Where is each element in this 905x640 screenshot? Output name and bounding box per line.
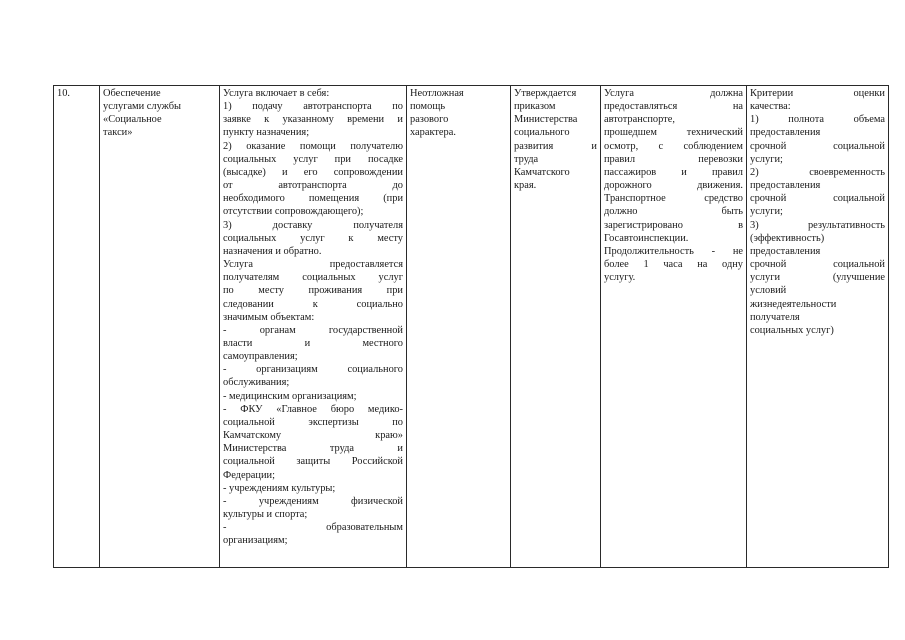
- text-line: труда: [514, 153, 539, 165]
- service-timing-cell: [407, 86, 511, 568]
- text-line: характера.: [410, 127, 456, 139]
- text-line: «Социальное: [103, 114, 162, 126]
- text-line: получателя: [750, 311, 800, 323]
- text-line: социального: [514, 127, 570, 139]
- text-line: Услуга должна: [604, 88, 743, 99]
- text-line: услуги;: [750, 206, 783, 218]
- text-line: 1) подачу автотранспорта по: [223, 101, 403, 113]
- service-description-cell: [220, 86, 407, 568]
- service-quality-cell: [747, 86, 889, 568]
- text-line: услугу.: [604, 272, 636, 284]
- text-line: необходимого помещения (при: [223, 193, 403, 205]
- text-line: 2) своевременность: [750, 166, 885, 178]
- text-line: предоставления: [750, 245, 821, 257]
- service-conditions-cell: [601, 86, 747, 568]
- text-line: Федерации;: [223, 469, 275, 481]
- text-line: условий: [750, 285, 787, 297]
- text-line: заявке к указанному времени и: [223, 114, 403, 126]
- text-line: Министерства: [514, 114, 578, 126]
- text-line: - ФКУ «Главное бюро медико-: [223, 403, 403, 415]
- text-line: социальной защиты Российской: [223, 456, 403, 468]
- text-line: значимым объектам:: [223, 311, 315, 323]
- text-line: (высадке) и его сопровождении: [223, 166, 403, 178]
- text-line: культуры и спорта;: [223, 509, 308, 520]
- text-line: Продолжительность - не: [604, 245, 743, 257]
- text-line: - учреждениям культуры;: [223, 482, 336, 494]
- text-line: организациям;: [223, 535, 288, 547]
- text-line: власти и местного: [223, 337, 403, 349]
- text-line: срочной социальной: [750, 259, 885, 271]
- text-line: Утверждается: [514, 88, 577, 99]
- text-line: качества:: [750, 101, 791, 113]
- text-line: (эффективность): [750, 232, 825, 244]
- text-line: услуги;: [750, 153, 783, 165]
- text-line: правил перевозки: [604, 153, 743, 165]
- text-line: должно быть: [604, 206, 743, 218]
- row-number-cell: [54, 86, 100, 568]
- text-line: более 1 часа на одну: [604, 259, 743, 271]
- text-line: предоставления: [750, 127, 821, 139]
- service-cost-text: [514, 87, 597, 192]
- text-line: следовании к социально: [223, 298, 403, 310]
- text-line: по месту проживания при: [223, 285, 403, 297]
- text-line: края.: [514, 180, 537, 192]
- text-line: Неотложная: [410, 88, 464, 99]
- text-line: Министерства труда и: [223, 443, 403, 455]
- text-line: осмотр, с соблюдением: [604, 140, 743, 152]
- service-description-text: [223, 87, 403, 547]
- service-conditions-text: [604, 87, 743, 284]
- text-line: социальных услуг): [750, 324, 834, 336]
- text-line: Критерии оценки: [750, 88, 885, 99]
- services-table: [53, 85, 889, 568]
- text-line: 3) результативность: [750, 219, 885, 231]
- text-line: жизнедеятельности: [750, 298, 837, 310]
- text-line: Транспортное средство: [604, 193, 743, 205]
- text-line: Камчатского: [514, 166, 570, 178]
- text-line: 2) оказание помощи получателю: [223, 140, 403, 152]
- text-line: пункту назначения;: [223, 127, 310, 139]
- text-line: назначения и обратно.: [223, 245, 322, 257]
- text-line: зарегистрировано в: [604, 219, 743, 231]
- service-name-text: [103, 87, 216, 140]
- service-quality-text: [750, 87, 885, 337]
- text-line: автотранспорте,: [604, 114, 675, 126]
- text-line: Услуга предоставляется: [223, 259, 403, 271]
- text-line: Госавтоинспекции.: [604, 232, 689, 244]
- text-line: помощь: [410, 101, 446, 113]
- text-line: социальных услуг к месту: [223, 232, 403, 244]
- text-line: 3) доставку получателя: [223, 219, 403, 231]
- text-line: Услуга включает в себя:: [223, 88, 330, 99]
- text-line: такси»: [103, 127, 133, 139]
- text-line: социальных услуг при посадке: [223, 153, 403, 165]
- text-line: - организациям социального: [223, 364, 403, 376]
- text-line: прошедшем технический: [604, 127, 743, 139]
- text-line: услуги (улучшение: [750, 272, 885, 284]
- text-line: срочной социальной: [750, 193, 885, 205]
- text-line: услугами службы: [103, 101, 181, 113]
- table-row: [54, 86, 889, 568]
- service-cost-cell: [511, 86, 601, 568]
- text-line: обслуживания;: [223, 377, 290, 389]
- text-line: получателям социальных услуг: [223, 272, 403, 284]
- text-line: развития и: [514, 140, 597, 152]
- text-line: дорожного движения.: [604, 180, 743, 192]
- text-line: Камчатскому краю»: [223, 430, 403, 442]
- text-line: самоуправления;: [223, 351, 298, 363]
- text-line: срочной социальной: [750, 140, 885, 152]
- text-line: предоставления: [750, 180, 821, 192]
- service-timing-text: [410, 87, 507, 140]
- service-name-cell: [100, 86, 220, 568]
- text-line: социальной экспертизы по: [223, 416, 403, 428]
- text-line: предоставляться на: [604, 101, 743, 113]
- text-line: - медицинским организациям;: [223, 390, 357, 402]
- text-line: отсутствии сопровождающего);: [223, 206, 364, 218]
- row-number: 10.: [57, 88, 70, 99]
- text-line: от автотранспорта до: [223, 180, 403, 192]
- text-line: - учреждениям физической: [223, 495, 403, 507]
- text-line: Обеспечение: [103, 88, 161, 99]
- text-line: - органам государственной: [223, 324, 403, 336]
- text-line: приказом: [514, 101, 556, 113]
- text-line: пассажиров и правил: [604, 166, 743, 178]
- text-line: разового: [410, 114, 449, 126]
- text-line: 1) полнота объема: [750, 114, 885, 126]
- text-line: - образовательным: [223, 522, 403, 534]
